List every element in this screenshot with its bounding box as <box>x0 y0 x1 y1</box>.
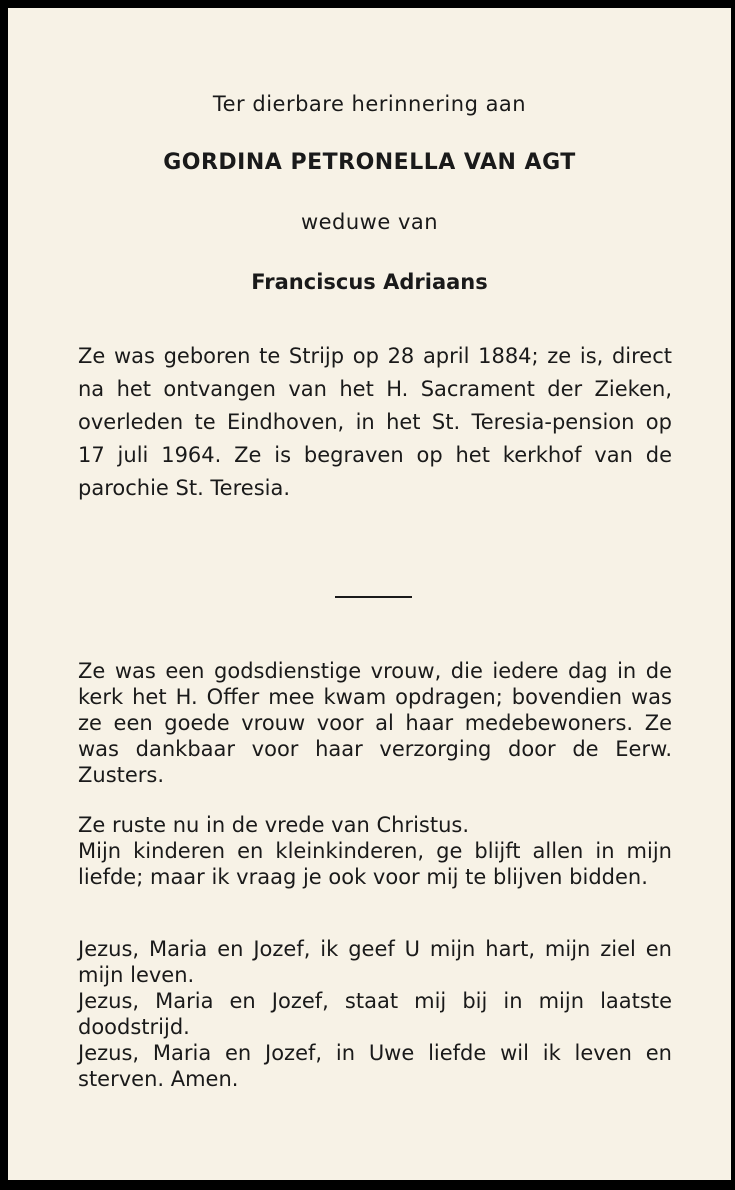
prayer-block <box>78 936 672 1092</box>
children-paragraph: Mijn kinderen en kleinkinderen, ge blijft allen in mijn liefde; maar ik vraag je ook voor mij te blijven bidden. <box>78 839 672 889</box>
prayer-line-2: Jezus, Maria en Jozef, staat mij bij in mijn laatste doodstrijd. <box>78 989 672 1039</box>
closing-paragraph <box>78 812 672 890</box>
memorial-card <box>8 8 731 1180</box>
widow-of-text: weduwe van <box>300 210 439 234</box>
divider-line <box>335 596 412 598</box>
intro-text: Ter dierbare herinnering aan <box>212 92 527 116</box>
prayer-line-3: Jezus, Maria en Jozef, in Uwe liefde wil ik leven en sterven. Amen. <box>78 1041 672 1091</box>
deceased-name: GORDINA PETRONELLA VAN AGT <box>163 150 576 175</box>
prayer-line-1: Jezus, Maria en Jozef, ik geef U mijn hart, mijn ziel en mijn leven. <box>78 937 672 987</box>
husband-name: Franciscus Adriaans <box>251 270 488 294</box>
biography-paragraph: Ze was geboren te Strijp op 28 april 1884; ze is, direct na het ontvangen van het H. Sacrament der Zieken, overleden te Eindhoven, in het St. Teresia-pension op 17 juli 1964. Ze is begraven op het kerkhof van de parochie St. Teresia. <box>78 344 672 500</box>
peace-line: Ze ruste nu in de vrede van Christus. <box>78 813 470 837</box>
devotion-paragraph: Ze was een godsdienstige vrouw, die iedere dag in de kerk het H. Offer mee kwam opdragen; bovendien was ze een goede vrouw voor al haar medebewoners. Ze was dankbaar voor haar verzorging door de Eerw. Zusters. <box>78 659 672 787</box>
